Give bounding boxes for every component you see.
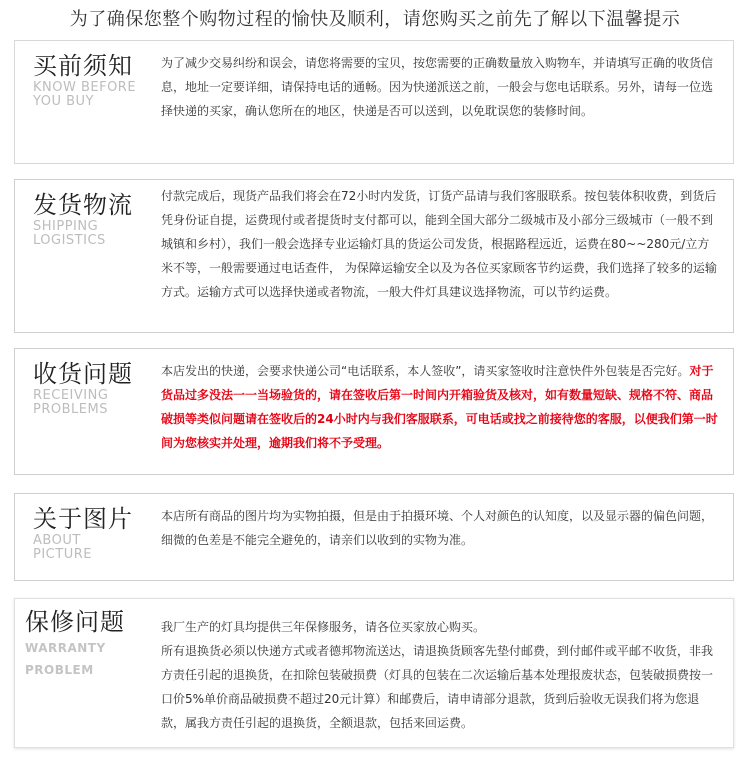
section-paragraph: 我厂生产的灯具均提供三年保修服务，请各位买家放心购买。 — [161, 620, 486, 634]
section-body — [161, 184, 719, 304]
section-subtitle-line1: SHIPPING — [33, 219, 99, 234]
section-subtitle-line2: YOU BUY — [33, 94, 94, 109]
notice-text: 本店发出的快递，会要求快递公司“电话联系，本人签收”，请买家签收时注意快件外包装是否完好。 — [161, 364, 690, 378]
page-title: 为了确保您整个购物过程的愉快及顺利，请您购买之前先了解以下温馨提示 — [69, 9, 681, 30]
section-paragraph: 本店所有商品的图片均为实物拍摄，但是由于拍摄环境、个人对颜色的认知度，以及显示器的偏色问题，细微的色差是不能完全避免的，请亲们以收到的实物为准。 — [161, 509, 714, 547]
section-heading — [33, 359, 163, 417]
section-paragraph: 所有退换货必须以快递方式或者德邦物流送达，请退换货顾客先垫付邮费，到付邮件或平邮不收货，非我方责任引起的退换货，在扣除包装破损费（灯具的包装在二次运输后基本处理报废状态，包装破损费按一口价5%单价商品破损费不超过20元计算）和邮费后，请申请部分退款，货到后验收无误我们将为您退款，属我方责任引起的退换货，全额退款，包括来回运费。 — [161, 644, 714, 730]
section-title: 保修问题 — [25, 608, 125, 636]
section-subtitle-line2: PICTURE — [33, 547, 92, 562]
section-body — [161, 615, 719, 735]
section-subtitle-line1: WARRANTY — [25, 641, 106, 655]
section-subtitle-line2: PROBLEMS — [33, 402, 108, 417]
section-paragraph: 为了减少交易纠纷和误会，请您将需要的宝贝，按您需要的正确数量放入购物车，并请填写正确的收货信息，地址一定要详细，请保持电话的通畅。因为快递派送之前，一般会与您电话联系。另外，请每一位选择快递的买家，确认您所在的地区，快递是否可以送到，以免耽误您的装修时间。 — [161, 56, 714, 118]
section-heading — [33, 504, 163, 562]
section-warranty-problem — [14, 598, 734, 748]
section-paragraph — [161, 359, 719, 455]
section-body — [161, 504, 719, 552]
section-heading — [33, 190, 163, 248]
section-subtitle-line1: RECEIVING — [33, 388, 109, 403]
section-subtitle-line2: LOGISTICS — [33, 233, 106, 248]
section-about-picture — [14, 493, 734, 581]
section-title: 收货问题 — [33, 360, 133, 388]
section-heading — [25, 607, 155, 681]
section-heading — [33, 51, 163, 109]
section-shipping-logistics — [14, 179, 734, 333]
section-body — [161, 359, 719, 455]
section-subtitle-line1: ABOUT — [33, 533, 81, 548]
warning-text: 对于货品过多没法一一当场验货的，请在签收后第一时间内开箱验货及核对，如有数量短缺、规格不符、商品破损等类似问题请在签收后的24小时内与我们客服联系，可电话或找之前接待您的客服，以便我们第一时间为您核实并处理，逾期我们将不予受理。 — [161, 364, 718, 450]
section-title: 买前须知 — [33, 52, 133, 80]
section-know-before-you-buy — [14, 40, 734, 164]
section-body — [161, 51, 719, 123]
section-subtitle-line1: KNOW BEFORE — [33, 80, 137, 95]
section-title: 发货物流 — [33, 191, 133, 219]
section-subtitle-line2: PROBLEM — [25, 663, 94, 677]
section-paragraph: 付款完成后，现货产品我们将会在72小时内发货，订货产品请与我们客服联系。按包装体积收费，到货后凭身份证自提，运费现付或者提货时支付都可以，能到全国大部分二级城市及小部分三级城市（一般不到城镇和乡村），我们一般会选择专业运输灯具的货运公司发货，根据路程远近，运费在80~~280元/立方米不等，一般需要通过电话查件， 为保障运输安全以及为各位买家顾客节约运费，我们选择了较多的运输方式。运输方式可以选择快递或者物流，一般大件灯具建议选择物流，可以节约运费。 — [161, 189, 717, 299]
section-title: 关于图片 — [33, 505, 133, 533]
section-receiving-problems — [14, 348, 734, 475]
